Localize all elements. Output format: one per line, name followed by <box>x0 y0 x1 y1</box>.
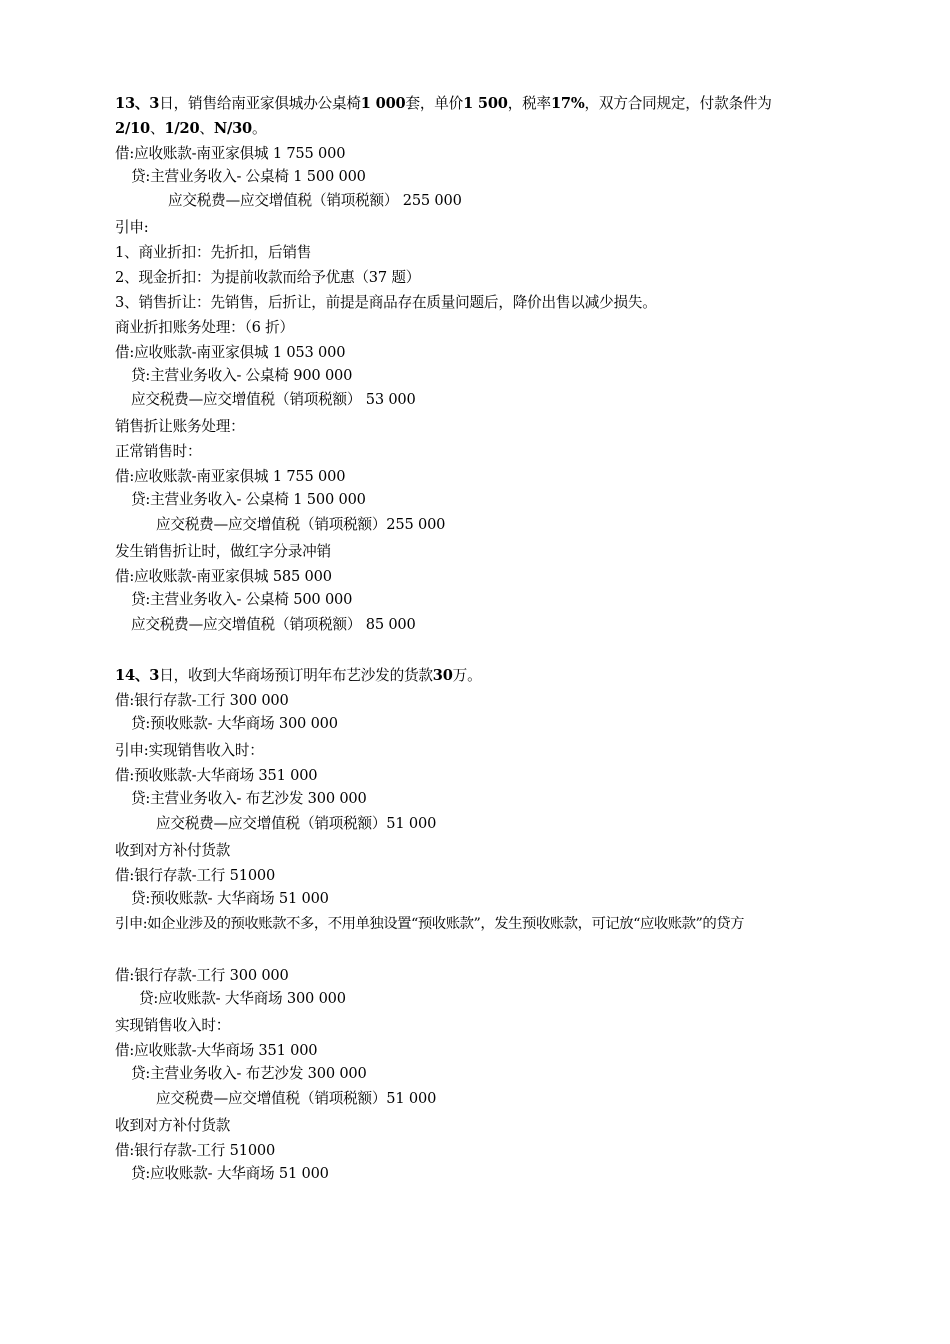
journal-credit-line: 应交税费—应交增值税（销项税额）255 000 <box>156 516 446 533</box>
note-item: 3、销售折让：先销售，后折让，前提是商品存在质量问题后，降价出售以减少损失。 <box>115 294 657 311</box>
journal-credit-line: 贷:主营业务收入- 公桌椅 900 000 <box>131 367 353 384</box>
subsection-heading: 收到对方补付货款 <box>115 1117 231 1134</box>
note-item: 1、商业折扣：先折扣，后销售 <box>115 244 312 261</box>
journal-debit-line: 借:应收账款-南亚家俱城 585 000 <box>115 568 332 585</box>
subsection-heading: 实现销售收入时： <box>115 1017 231 1034</box>
subsection-heading: 销售折让账务处理： <box>115 418 245 435</box>
subsection-heading: 正常销售时： <box>115 443 202 460</box>
journal-credit-line: 应交税费—应交增值税（销项税额）51 000 <box>156 815 437 832</box>
note-item: 2、现金折扣：为提前收款而给予优惠（37 题） <box>115 269 421 286</box>
journal-credit-line: 贷:主营业务收入- 公桌椅 1 500 000 <box>131 168 366 185</box>
subsection-heading: 收到对方补付货款 <box>115 842 231 859</box>
section-13-heading-line-1: 13、3日，销售给南亚家俱城办公桌椅1 000套，单价1 500，税率17%，双方合同规定，付款条件为 <box>115 95 772 112</box>
journal-credit-line: 应交税费—应交增值税（销项税额） 53 000 <box>131 391 416 408</box>
journal-debit-line: 借:银行存款-工行 51000 <box>115 867 276 884</box>
journal-credit-line: 贷:主营业务收入- 公桌椅 1 500 000 <box>131 491 366 508</box>
journal-debit-line: 借:银行存款-工行 300 000 <box>115 692 289 709</box>
subsection-heading: 发生销售折让时，做红字分录冲销 <box>115 543 331 560</box>
journal-credit-line: 贷:主营业务收入- 布艺沙发 300 000 <box>131 1065 367 1082</box>
journal-credit-line: 贷:主营业务收入- 公桌椅 500 000 <box>131 591 353 608</box>
section-14-heading: 14、3日，收到大华商场预订明年布艺沙发的货款30万。 <box>115 667 482 684</box>
journal-debit-line: 借:应收账款-南亚家俱城 1 053 000 <box>115 344 346 361</box>
section-13-heading-line-2: 2/10、1/20、N/30。 <box>115 120 267 137</box>
note-heading: 引申:实现销售收入时： <box>115 742 264 759</box>
journal-debit-line: 借:银行存款-工行 51000 <box>115 1142 276 1159</box>
journal-credit-line: 贷:预收账款- 大华商场 300 000 <box>131 715 338 732</box>
journal-credit-line: 贷:应收账款- 大华商场 300 000 <box>139 990 346 1007</box>
journal-debit-line: 借:预收账款-大华商场 351 000 <box>115 767 318 784</box>
journal-credit-line: 应交税费—应交增值税（销项税额） 255 000 <box>168 192 462 209</box>
journal-credit-line: 贷:预收账款- 大华商场 51 000 <box>131 890 329 907</box>
note-heading: 引申: <box>115 219 149 236</box>
journal-credit-line: 贷:应收账款- 大华商场 51 000 <box>131 1165 329 1182</box>
subsection-heading: 商业折扣账务处理：（6 折） <box>115 319 294 336</box>
journal-debit-line: 借:银行存款-工行 300 000 <box>115 967 289 984</box>
journal-debit-line: 借:应收账款-大华商场 351 000 <box>115 1042 318 1059</box>
journal-debit-line: 借:应收账款-南亚家俱城 1 755 000 <box>115 468 346 485</box>
journal-credit-line: 应交税费—应交增值税（销项税额） 85 000 <box>131 616 416 633</box>
journal-credit-line: 贷:主营业务收入- 布艺沙发 300 000 <box>131 790 367 807</box>
journal-credit-line: 应交税费—应交增值税（销项税额）51 000 <box>156 1090 437 1107</box>
journal-debit-line: 借:应收账款-南亚家俱城 1 755 000 <box>115 145 346 162</box>
note-paragraph: 引申:如企业涉及的预收账款不多，不用单独设置“预收账款”，发生预收账款，可记放“应收账款”的贷方 <box>115 916 745 932</box>
